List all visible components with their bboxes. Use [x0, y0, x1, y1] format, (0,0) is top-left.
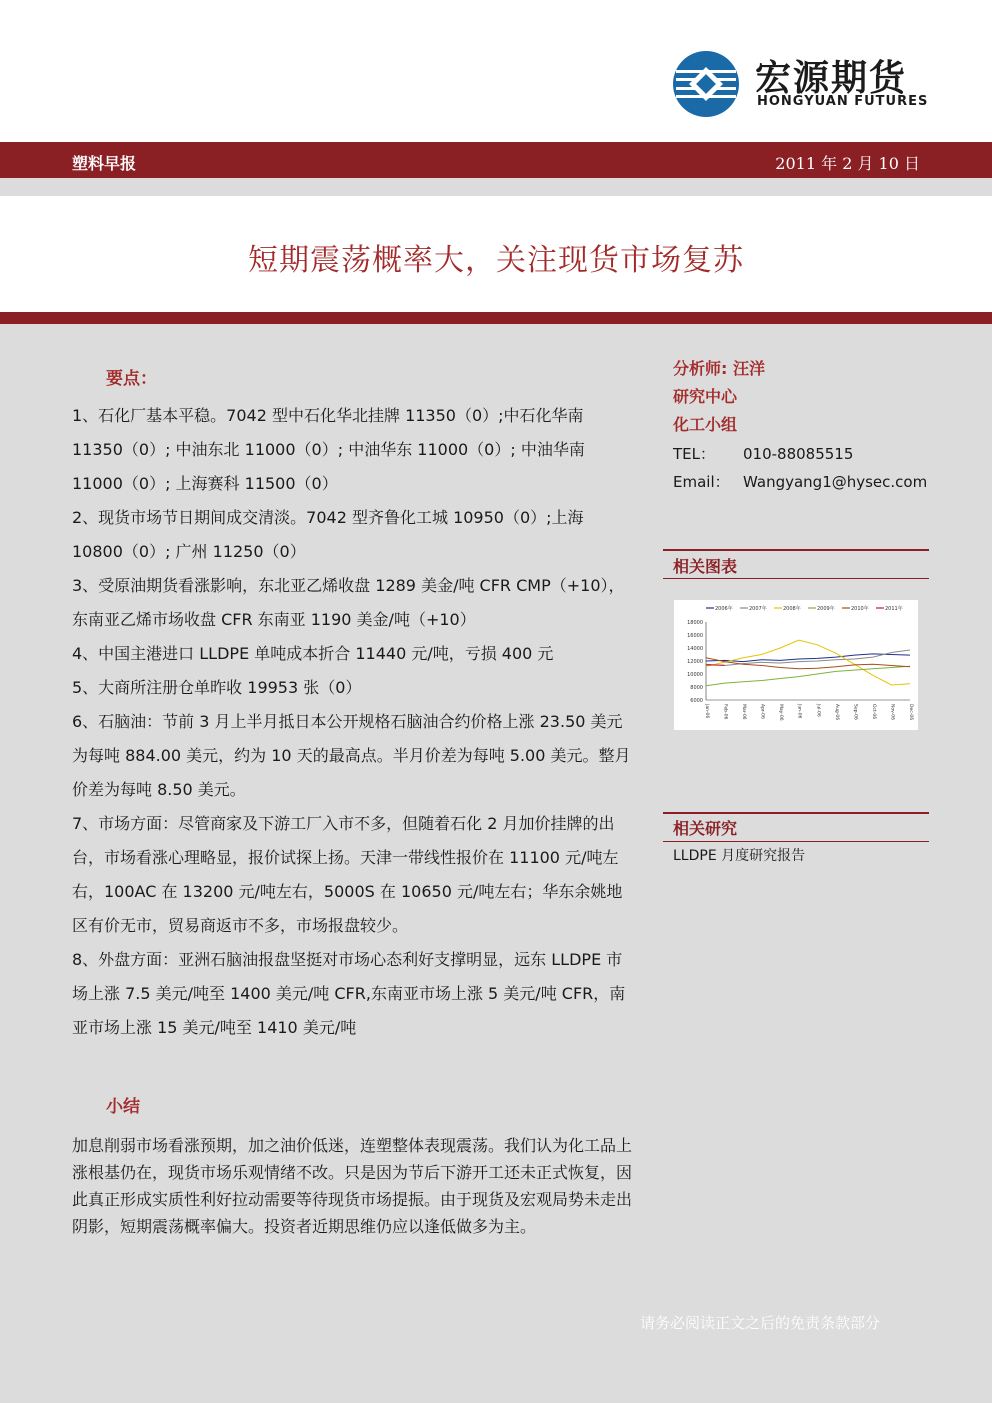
- y-tick-label: 16000: [687, 633, 703, 639]
- x-tick-label: Apr-06: [759, 704, 765, 719]
- x-tick-label: May-06: [778, 704, 784, 721]
- report-date: 2011 年 2 月 10 日: [775, 154, 920, 173]
- key-point-2: 2、现货市场节日期间成交清淡。7042 型齐鲁化工城 10950（0）;上海 10800（0）; 广州 11250（0）: [72, 508, 584, 561]
- page-title: 短期震荡概率大，关注现货市场复苏: [248, 243, 744, 278]
- key-point-6: 6、石脑油：节前 3 月上半月抵日本公开规格石脑油合约价格上涨 23.50 美元为每吨 884.00 美元，约为 10 天的最高点。半月价差为每吨 5.00 美元。整月价差为每吨 8.50 美元。: [72, 712, 631, 799]
- tel-value: 010-88085515: [743, 445, 854, 463]
- x-tick-label: Jun-06: [796, 704, 802, 719]
- legend-label: 2011年: [885, 606, 903, 612]
- price-chart-svg: [674, 600, 918, 730]
- x-tick-label: Oct-06: [870, 704, 876, 720]
- disclaimer-note: 请务必阅读正文之后的免责条款部分: [640, 1314, 881, 1332]
- band-divider: [0, 178, 992, 196]
- research-section-heading: 相关研究: [673, 819, 738, 838]
- email-value[interactable]: Wangyang1@hysec.com: [743, 473, 928, 491]
- legend-label: 2010年: [851, 606, 869, 612]
- series-line-2008年: [706, 640, 910, 685]
- key-point-4: 4、中国主港进口 LLDPE 单吨成本折合 11440 元/吨，亏损 400 元: [72, 644, 554, 663]
- hongyuan-logo-icon: [672, 50, 740, 118]
- price-chart: [674, 600, 918, 730]
- title-rule: [0, 312, 992, 324]
- tel-label: TEL：: [673, 445, 715, 463]
- key-point-3: 3、受原油期货看涨影响，东北亚乙烯收盘 1289 美金/吨 CFR CMP（+10），东南亚乙烯市场收盘 CFR 东南亚 1190 美金/吨（+10）: [72, 576, 625, 629]
- logo-en-text: HONGYUAN FUTURES: [757, 94, 929, 109]
- x-tick-label: Dec-06: [908, 704, 913, 721]
- page-header: [0, 0, 992, 142]
- analyst-group: 化工小组: [673, 415, 738, 434]
- y-tick-label: 6000: [690, 698, 703, 704]
- summary-heading: 小结: [106, 1097, 140, 1117]
- chart-section-heading: 相关图表: [673, 557, 738, 576]
- y-tick-label: 10000: [687, 672, 703, 678]
- x-tick-label: Feb-06: [722, 704, 728, 720]
- analyst-name: 分析师: 汪洋: [673, 359, 765, 378]
- y-tick-label: 8000: [690, 685, 703, 691]
- email-label: Email：: [673, 473, 730, 491]
- research-link[interactable]: LLDPE 月度研究报告: [673, 848, 806, 864]
- x-tick-label: Jul-06: [815, 704, 821, 717]
- analyst-dept: 研究中心: [673, 387, 738, 406]
- y-tick-label: 18000: [687, 620, 703, 626]
- key-point-5: 5、大商所注册仓单昨收 19953 张（0）: [72, 678, 362, 697]
- legend-label: 2006年: [715, 606, 733, 612]
- report-type: 塑料早报: [72, 154, 137, 173]
- x-tick-label: Nov-06: [889, 704, 895, 721]
- summary-text: 加息削弱市场看涨预期，加之油价低迷，连塑整体表现震荡。我们认为化工品上涨根基仍在，现货市场乐观情绪不改。只是因为节后下游开工还未正式恢复，因此真正形成实质性利好拉动需要等待现货市场提振。由于现货及宏观局势未走出阴影，短期震荡概率偏大。投资者近期思维仍应以逢低做多为主。: [72, 1136, 633, 1236]
- key-point-1: 1、石化厂基本平稳。7042 型中石化华北挂牌 11350（0）;中石化华南 11350（0）; 中油东北 11000（0）; 中油华东 11000（0）; 中油华南 11000（0）; 上海赛科 11500（0）: [72, 406, 585, 493]
- analyst-block: [673, 355, 765, 439]
- key-points-list: [72, 399, 632, 1045]
- y-tick-label: 12000: [687, 659, 703, 665]
- key-point-7: 7、市场方面：尽管商家及下游工厂入市不多，但随着石化 2 月加价挂牌的出台，市场看涨心理略显，报价试探上扬。天津一带线性报价在 11100 元/吨左右，100AC 在 13200 元/吨左右，5000S 在 10650 元/吨左右；华东余姚地区有价无市，贸易商返市不多，市场报盘较少。: [72, 814, 623, 935]
- x-tick-label: Aug-06: [833, 704, 839, 721]
- x-tick-label: Sep-06: [852, 704, 858, 720]
- x-tick-label: Jan-06: [704, 704, 709, 719]
- legend-label: 2008年: [783, 606, 801, 612]
- logo-cn-text: 宏源期货: [755, 58, 908, 99]
- key-point-8: 8、外盘方面：亚洲石脑油报盘坚挺对市场心态利好支撑明显，远东 LLDPE 市场上涨 7.5 美元/吨至 1400 美元/吨 CFR,东南亚市场上涨 5 美元/吨 CFR，南亚市场上涨 15 美元/吨至 1410 美元/吨: [72, 950, 626, 1037]
- key-points-heading: 要点：: [106, 369, 157, 389]
- legend-label: 2009年: [817, 606, 835, 612]
- series-line-2009年: [706, 666, 910, 686]
- y-tick-label: 14000: [687, 646, 703, 652]
- x-tick-label: Mar-06: [741, 704, 747, 720]
- contact-block: [673, 440, 927, 496]
- legend-label: 2007年: [749, 606, 767, 612]
